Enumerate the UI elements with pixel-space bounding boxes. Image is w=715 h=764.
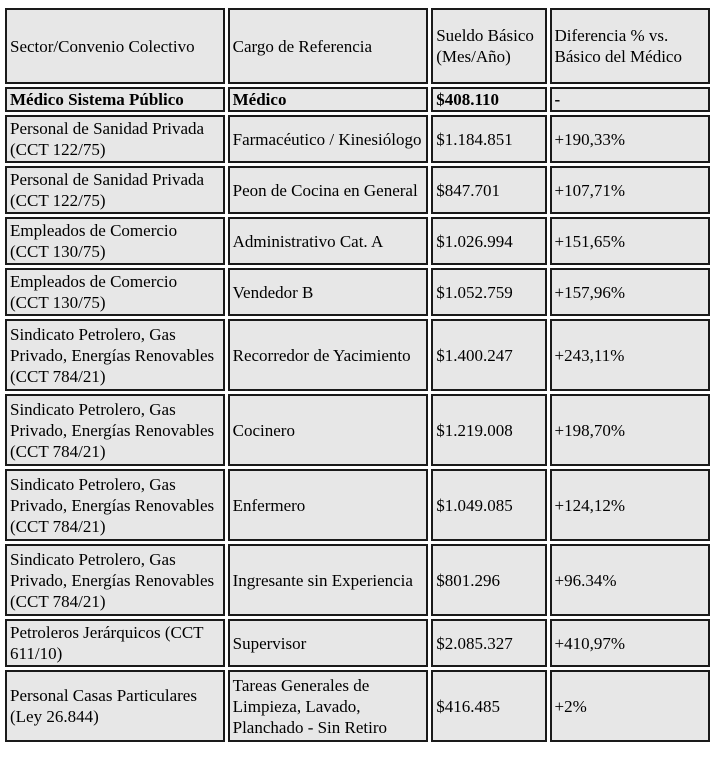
cell-cargo: Cocinero [228, 394, 429, 466]
cell-sector: Sindicato Petrolero, Gas Privado, Energías Renovables (CCT 784/21) [5, 394, 225, 466]
table-row [5, 670, 710, 742]
cell-diferencia: +243,11% [550, 319, 710, 391]
table-row [5, 166, 710, 214]
header-cargo: Cargo de Referencia [228, 8, 429, 84]
cell-diferencia: +107,71% [550, 166, 710, 214]
cell-diferencia: +157,96% [550, 268, 710, 316]
cell-sueldo: $1.219.008 [431, 394, 546, 466]
cell-cargo: Tareas Generales de Limpieza, Lavado, Planchado - Sin Retiro [228, 670, 429, 742]
table-row [5, 319, 710, 391]
cell-cargo: Enfermero [228, 469, 429, 541]
cell-sueldo: $1.052.759 [431, 268, 546, 316]
cell-cargo: Supervisor [228, 619, 429, 667]
table-row [5, 268, 710, 316]
cell-cargo: Recorredor de Yacimiento [228, 319, 429, 391]
cell-cargo: Farmacéutico / Kinesiólogo [228, 115, 429, 163]
table-row [5, 619, 710, 667]
header-sueldo: Sueldo Básico (Mes/Año) [431, 8, 546, 84]
cell-sueldo: $847.701 [431, 166, 546, 214]
cell-diferencia: - [550, 87, 710, 112]
table-header-row [5, 8, 710, 84]
cell-sector: Sindicato Petrolero, Gas Privado, Energías Renovables (CCT 784/21) [5, 319, 225, 391]
table-row [5, 394, 710, 466]
cell-sector: Personal de Sanidad Privada (CCT 122/75) [5, 166, 225, 214]
cell-sector: Personal Casas Particulares (Ley 26.844) [5, 670, 225, 742]
cell-diferencia: +2% [550, 670, 710, 742]
cell-diferencia: +124,12% [550, 469, 710, 541]
cell-cargo: Vendedor B [228, 268, 429, 316]
cell-sueldo: $1.026.994 [431, 217, 546, 265]
header-sector: Sector/Convenio Colectivo [5, 8, 225, 84]
cell-sueldo: $2.085.327 [431, 619, 546, 667]
cell-sueldo: $1.184.851 [431, 115, 546, 163]
cell-sueldo: $408.110 [431, 87, 546, 112]
cell-diferencia: +151,65% [550, 217, 710, 265]
cell-diferencia: +190,33% [550, 115, 710, 163]
cell-sector: Sindicato Petrolero, Gas Privado, Energías Renovables (CCT 784/21) [5, 544, 225, 616]
table-row [5, 217, 710, 265]
cell-cargo: Ingresante sin Experiencia [228, 544, 429, 616]
cell-sueldo: $416.485 [431, 670, 546, 742]
cell-sector: Médico Sistema Público [5, 87, 225, 112]
cell-diferencia: +410,97% [550, 619, 710, 667]
cell-cargo: Médico [228, 87, 429, 112]
table-row [5, 544, 710, 616]
cell-sueldo: $1.400.247 [431, 319, 546, 391]
table-row-reference [5, 87, 710, 112]
header-diferencia: Diferencia % vs. Básico del Médico [550, 8, 710, 84]
cell-sector: Sindicato Petrolero, Gas Privado, Energías Renovables (CCT 784/21) [5, 469, 225, 541]
cell-sueldo: $801.296 [431, 544, 546, 616]
cell-diferencia: +96.34% [550, 544, 710, 616]
cell-sector: Empleados de Comercio (CCT 130/75) [5, 268, 225, 316]
cell-sueldo: $1.049.085 [431, 469, 546, 541]
cell-sector: Personal de Sanidad Privada (CCT 122/75) [5, 115, 225, 163]
cell-diferencia: +198,70% [550, 394, 710, 466]
table-row [5, 469, 710, 541]
cell-sector: Petroleros Jerárquicos (CCT 611/10) [5, 619, 225, 667]
salary-comparison-table [2, 5, 713, 745]
cell-cargo: Peon de Cocina en General [228, 166, 429, 214]
table-row [5, 115, 710, 163]
cell-cargo: Administrativo Cat. A [228, 217, 429, 265]
cell-sector: Empleados de Comercio (CCT 130/75) [5, 217, 225, 265]
